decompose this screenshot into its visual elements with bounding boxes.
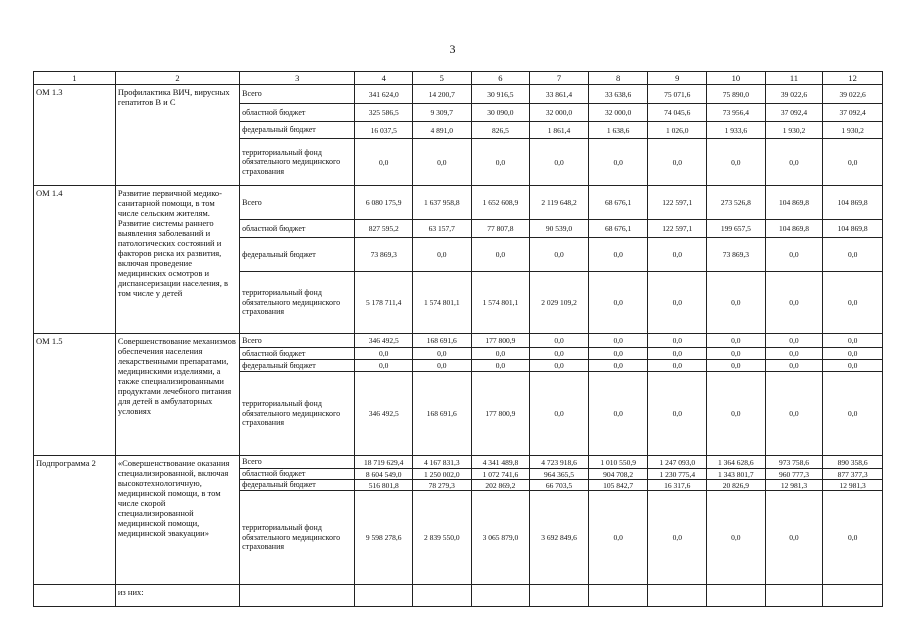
funding-source: Всего [240,334,355,348]
amount-cell: 0,0 [413,348,472,360]
funding-source: областной бюджет [240,220,355,238]
amount-cell: 0,0 [707,372,766,456]
amount-cell: 73 956,4 [707,104,766,122]
program-name: Совершенствование механизмов обеспечения населения лекарственными препаратами, медицинскими изделиями, а также специализированными продуктами лечебного питания для детей в амбулаторных условиях [115,334,239,456]
amount-cell: 0,0 [588,360,648,372]
amount-cell: 1 574 801,1 [413,272,472,334]
funding-source: территориальный фонд обязательного медицинского страхования [240,372,355,456]
amount-cell: 0,0 [648,360,707,372]
table-row [34,456,883,469]
amount-cell: 341 624,0 [355,85,413,104]
amount-cell: 0,0 [648,348,707,360]
amount-cell: 0,0 [530,139,589,186]
funding-source: федеральный бюджет [240,238,355,272]
header-cell: 6 [471,72,530,85]
funding-source: федеральный бюджет [240,480,355,491]
amount-cell: 177 800,9 [471,334,530,348]
amount-cell: 0,0 [765,360,823,372]
table-row [34,85,883,104]
amount-cell: 2 029 109,2 [530,272,589,334]
amount-cell: 74 045,6 [648,104,707,122]
amount-cell: 9 598 278,6 [355,491,413,585]
funding-source: областной бюджет [240,104,355,122]
program-code: ОМ 1.3 [34,85,116,186]
amount-cell: 75 890,0 [707,85,766,104]
amount-cell: 0,0 [648,238,707,272]
header-cell: 9 [648,72,707,85]
amount-cell: 0,0 [823,334,883,348]
amount-cell: 973 758,6 [765,456,823,469]
amount-cell: 1 637 958,8 [413,186,472,220]
amount-cell: 6 080 175,9 [355,186,413,220]
amount-cell: 0,0 [530,348,589,360]
amount-cell: 1 364 628,6 [707,456,766,469]
amount-cell: 0,0 [823,360,883,372]
amount-cell: 2 839 550,0 [413,491,472,585]
amount-cell: 0,0 [355,348,413,360]
amount-cell: 1 861,4 [530,122,589,139]
amount-cell: 8 604 549,0 [355,469,413,480]
empty-cell [413,585,472,607]
header-cell: 1 [34,72,116,85]
header-cell: 7 [530,72,589,85]
amount-cell: 273 526,8 [707,186,766,220]
amount-cell: 516 801,8 [355,480,413,491]
table-row-subitems [34,585,883,607]
amount-cell: 33 861,4 [530,85,589,104]
amount-cell: 3 692 849,6 [530,491,589,585]
amount-cell: 890 358,6 [823,456,883,469]
amount-cell: 1 638,6 [588,122,648,139]
funding-source: Всего [240,85,355,104]
amount-cell: 0,0 [588,139,648,186]
amount-cell: 0,0 [588,372,648,456]
amount-cell: 4 341 489,8 [471,456,530,469]
empty-cell [240,585,355,607]
amount-cell: 0,0 [530,334,589,348]
amount-cell: 39 022,6 [823,85,883,104]
amount-cell: 0,0 [648,334,707,348]
amount-cell: 0,0 [530,360,589,372]
amount-cell: 0,0 [588,334,648,348]
amount-cell: 0,0 [823,272,883,334]
amount-cell: 20 826,9 [707,480,766,491]
amount-cell: 1 930,2 [823,122,883,139]
amount-cell: 12 981,3 [765,480,823,491]
amount-cell: 346 492,5 [355,334,413,348]
amount-cell: 4 167 831,3 [413,456,472,469]
amount-cell: 90 539,0 [530,220,589,238]
amount-cell: 0,0 [765,272,823,334]
funding-source: областной бюджет [240,348,355,360]
empty-cell [530,585,589,607]
funding-source: территориальный фонд обязательного медицинского страхования [240,272,355,334]
funding-source: Всего [240,456,355,469]
header-cell: 4 [355,72,413,85]
amount-cell: 16 317,6 [648,480,707,491]
amount-cell: 0,0 [471,139,530,186]
header-cell: 3 [240,72,355,85]
amount-cell: 104 869,8 [823,186,883,220]
amount-cell: 1 933,6 [707,122,766,139]
amount-cell: 2 119 648,2 [530,186,589,220]
amount-cell: 0,0 [707,272,766,334]
amount-cell: 3 065 879,0 [471,491,530,585]
header-cell: 5 [413,72,472,85]
program-code: Подпрограмма 2 [34,456,116,585]
amount-cell: 0,0 [765,334,823,348]
page-number: 3 [449,42,456,56]
amount-cell: 0,0 [823,139,883,186]
program-name: «Совершенствование оказания специализированной, включая высокотехнологичную, медицинской помощи, в том числе скорой специализированной медицинской помощи, медицинской эвакуации» [115,456,239,585]
amount-cell: 1 343 801,7 [707,469,766,480]
amount-cell: 0,0 [765,238,823,272]
header-cell: 8 [588,72,648,85]
amount-cell: 78 279,3 [413,480,472,491]
amount-cell: 1 250 002,0 [413,469,472,480]
program-name: Профилактика ВИЧ, вирусных гепатитов B и C [115,85,239,186]
amount-cell: 1 026,0 [648,122,707,139]
amount-cell: 0,0 [355,139,413,186]
amount-cell: 16 037,5 [355,122,413,139]
funding-source: Всего [240,186,355,220]
amount-cell: 30 916,5 [471,85,530,104]
funding-source: федеральный бюджет [240,122,355,139]
empty-cell [765,585,823,607]
amount-cell: 4 891,0 [413,122,472,139]
amount-cell: 0,0 [471,238,530,272]
amount-cell: 9 309,7 [413,104,472,122]
amount-cell: 105 842,7 [588,480,648,491]
amount-cell: 14 200,7 [413,85,472,104]
header-cell: 11 [765,72,823,85]
amount-cell: 0,0 [823,491,883,585]
amount-cell: 0,0 [765,372,823,456]
amount-cell: 122 597,1 [648,186,707,220]
amount-cell: 0,0 [823,348,883,360]
amount-cell: 0,0 [648,491,707,585]
amount-cell: 0,0 [588,272,648,334]
empty-cell [648,585,707,607]
amount-cell: 826,5 [471,122,530,139]
amount-cell: 199 657,5 [707,220,766,238]
amount-cell: 1 230 775,4 [648,469,707,480]
amount-cell: 68 676,1 [588,220,648,238]
amount-cell: 827 595,2 [355,220,413,238]
header-cell: 10 [707,72,766,85]
amount-cell: 1 072 741,6 [471,469,530,480]
amount-cell: 30 090,0 [471,104,530,122]
funding-source: территориальный фонд обязательного медицинского страхования [240,139,355,186]
amount-cell: 73 869,3 [355,238,413,272]
amount-cell: 1 652 608,9 [471,186,530,220]
amount-cell: 18 719 629,4 [355,456,413,469]
amount-cell: 904 708,2 [588,469,648,480]
program-name: Развитие первичной медико-санитарной помощи, в том числе сельским жителям. Развитие системы раннего выявления заболеваний и патологических состояний и факторов риска их развития, включая проведение медицинских осмотров и диспансеризации населения, в том числе у детей [115,186,239,334]
amount-cell: 0,0 [707,491,766,585]
amount-cell: 0,0 [707,348,766,360]
funding-source: федеральный бюджет [240,360,355,372]
amount-cell: 0,0 [765,348,823,360]
amount-cell: 104 869,8 [823,220,883,238]
amount-cell: 1 574 801,1 [471,272,530,334]
funding-source: областной бюджет [240,469,355,480]
amount-cell: 66 703,5 [530,480,589,491]
amount-cell: 73 869,3 [707,238,766,272]
amount-cell: 0,0 [765,139,823,186]
amount-cell: 0,0 [588,348,648,360]
program-code: ОМ 1.4 [34,186,116,334]
table-row [34,186,883,220]
amount-cell: 33 638,6 [588,85,648,104]
amount-cell: 12 981,3 [823,480,883,491]
empty-cell [355,585,413,607]
subitems-label: из них: [115,585,239,607]
funding-source: территориальный фонд обязательного медицинского страхования [240,491,355,585]
amount-cell: 5 178 711,4 [355,272,413,334]
amount-cell: 0,0 [588,491,648,585]
amount-cell: 32 000,0 [588,104,648,122]
amount-cell: 0,0 [823,372,883,456]
amount-cell: 0,0 [648,372,707,456]
table-row [34,334,883,348]
amount-cell: 68 676,1 [588,186,648,220]
amount-cell: 0,0 [471,348,530,360]
amount-cell: 177 800,9 [471,372,530,456]
amount-cell: 104 869,8 [765,186,823,220]
empty-cell [823,585,883,607]
amount-cell: 960 777,3 [765,469,823,480]
amount-cell: 0,0 [648,139,707,186]
amount-cell: 0,0 [707,139,766,186]
amount-cell: 32 000,0 [530,104,589,122]
amount-cell: 964 365,5 [530,469,589,480]
amount-cell: 877 377,3 [823,469,883,480]
amount-cell: 168 691,6 [413,334,472,348]
amount-cell: 0,0 [413,139,472,186]
header-cell: 12 [823,72,883,85]
program-code: ОМ 1.5 [34,334,116,456]
header-cell: 2 [115,72,239,85]
budget-table [33,71,883,607]
amount-cell: 0,0 [413,238,472,272]
amount-cell: 104 869,8 [765,220,823,238]
amount-cell: 0,0 [530,238,589,272]
header-row [34,72,883,85]
amount-cell: 37 092,4 [823,104,883,122]
amount-cell: 202 869,2 [471,480,530,491]
amount-cell: 1 247 093,0 [648,456,707,469]
program-code [34,585,116,607]
amount-cell: 1 010 550,9 [588,456,648,469]
amount-cell: 0,0 [413,360,472,372]
amount-cell: 75 071,6 [648,85,707,104]
amount-cell: 168 691,6 [413,372,472,456]
empty-cell [588,585,648,607]
amount-cell: 0,0 [471,360,530,372]
amount-cell: 39 022,6 [765,85,823,104]
amount-cell: 0,0 [823,238,883,272]
amount-cell: 122 597,1 [648,220,707,238]
amount-cell: 0,0 [530,372,589,456]
amount-cell: 1 930,2 [765,122,823,139]
amount-cell: 346 492,5 [355,372,413,456]
amount-cell: 325 586,5 [355,104,413,122]
amount-cell: 0,0 [588,238,648,272]
amount-cell: 4 723 918,6 [530,456,589,469]
amount-cell: 63 157,7 [413,220,472,238]
amount-cell: 77 807,8 [471,220,530,238]
empty-cell [707,585,766,607]
amount-cell: 0,0 [707,360,766,372]
amount-cell: 0,0 [648,272,707,334]
amount-cell: 0,0 [707,334,766,348]
empty-cell [471,585,530,607]
amount-cell: 37 092,4 [765,104,823,122]
amount-cell: 0,0 [765,491,823,585]
amount-cell: 0,0 [355,360,413,372]
